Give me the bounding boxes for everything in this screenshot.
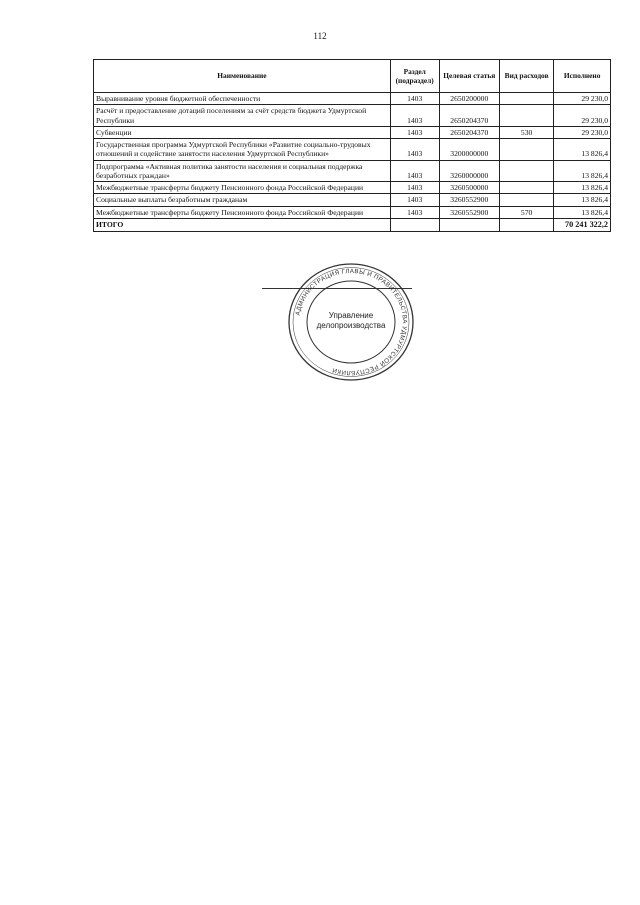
header-name: Наименование bbox=[94, 60, 391, 93]
row-target: 3260552900 bbox=[439, 206, 499, 218]
row-name: Межбюджетные трансферты бюджету Пенсионного фонда Российской Федерации bbox=[94, 182, 391, 194]
table-row bbox=[94, 126, 611, 138]
row-expense bbox=[499, 194, 553, 206]
row-section: 1403 bbox=[390, 160, 439, 182]
total-row bbox=[94, 218, 611, 231]
row-expense bbox=[499, 160, 553, 182]
row-executed: 29 230,0 bbox=[554, 93, 611, 105]
row-section: 1403 bbox=[390, 182, 439, 194]
row-name: Социальные выплаты безработным гражданам bbox=[94, 194, 391, 206]
stamp-center-line2: делопроизводства bbox=[316, 321, 386, 330]
row-executed: 13 826,4 bbox=[554, 160, 611, 182]
table-row bbox=[94, 206, 611, 218]
table-header-row bbox=[94, 60, 611, 93]
row-executed: 29 230,0 bbox=[554, 126, 611, 138]
total-empty-target bbox=[439, 218, 499, 231]
row-target: 3260000000 bbox=[439, 160, 499, 182]
row-target: 2650200000 bbox=[439, 93, 499, 105]
row-executed: 13 826,4 bbox=[554, 206, 611, 218]
row-name: Подпрограмма «Активная политика занятости населения и социальная поддержка безработных граждан» bbox=[94, 160, 391, 182]
table-row bbox=[94, 182, 611, 194]
row-target: 3260500000 bbox=[439, 182, 499, 194]
row-executed: 29 230,0 bbox=[554, 105, 611, 127]
row-name: Субвенции bbox=[94, 126, 391, 138]
row-expense bbox=[499, 182, 553, 194]
table-row bbox=[94, 194, 611, 206]
total-label: ИТОГО bbox=[94, 218, 391, 231]
stamp-center-line1: Управление bbox=[328, 311, 374, 320]
header-expense: Вид расходов bbox=[499, 60, 553, 93]
row-section: 1403 bbox=[390, 126, 439, 138]
budget-table bbox=[93, 59, 611, 232]
row-executed: 13 826,4 bbox=[554, 139, 611, 161]
row-name: Государственная программа Удмуртской Республики «Развитие социально-трудовых отношений и содействие занятости населения Удмуртской Республики» bbox=[94, 139, 391, 161]
row-section: 1403 bbox=[390, 139, 439, 161]
row-expense bbox=[499, 139, 553, 161]
stamp-ring-textpath: АДМИНИСТРАЦИЯ ГЛАВЫ И ПРАВИТЕЛЬСТВА УДМУРТСКОЙ РЕСПУБЛИКИ bbox=[294, 267, 409, 377]
table-row bbox=[94, 93, 611, 105]
header-executed: Исполнено bbox=[554, 60, 611, 93]
page-number: 112 bbox=[313, 31, 327, 41]
total-executed: 70 241 322,2 bbox=[554, 218, 611, 231]
row-executed: 13 826,4 bbox=[554, 194, 611, 206]
row-target: 3260552900 bbox=[439, 194, 499, 206]
row-expense: 570 bbox=[499, 206, 553, 218]
header-target: Целевая статья bbox=[439, 60, 499, 93]
row-name: Выравнивание уровня бюджетной обеспеченности bbox=[94, 93, 391, 105]
official-stamp bbox=[285, 262, 417, 382]
table-row bbox=[94, 105, 611, 127]
row-expense bbox=[499, 105, 553, 127]
row-target: 2650204370 bbox=[439, 126, 499, 138]
row-executed: 13 826,4 bbox=[554, 182, 611, 194]
total-empty-section bbox=[390, 218, 439, 231]
table-row bbox=[94, 160, 611, 182]
stamp-seal bbox=[285, 262, 417, 382]
row-name: Межбюджетные трансферты бюджету Пенсионного фонда Российской Федерации bbox=[94, 206, 391, 218]
row-target: 2650204370 bbox=[439, 105, 499, 127]
row-section: 1403 bbox=[390, 206, 439, 218]
row-section: 1403 bbox=[390, 93, 439, 105]
row-section: 1403 bbox=[390, 105, 439, 127]
row-expense: 530 bbox=[499, 126, 553, 138]
total-empty-expense bbox=[499, 218, 553, 231]
row-target: 3200000000 bbox=[439, 139, 499, 161]
row-expense bbox=[499, 93, 553, 105]
row-name: Расчёт и предоставление дотаций поселениям за счёт средств бюджета Удмуртской Республики bbox=[94, 105, 391, 127]
header-section: Раздел (подраздел) bbox=[390, 60, 439, 93]
table-row bbox=[94, 139, 611, 161]
row-section: 1403 bbox=[390, 194, 439, 206]
